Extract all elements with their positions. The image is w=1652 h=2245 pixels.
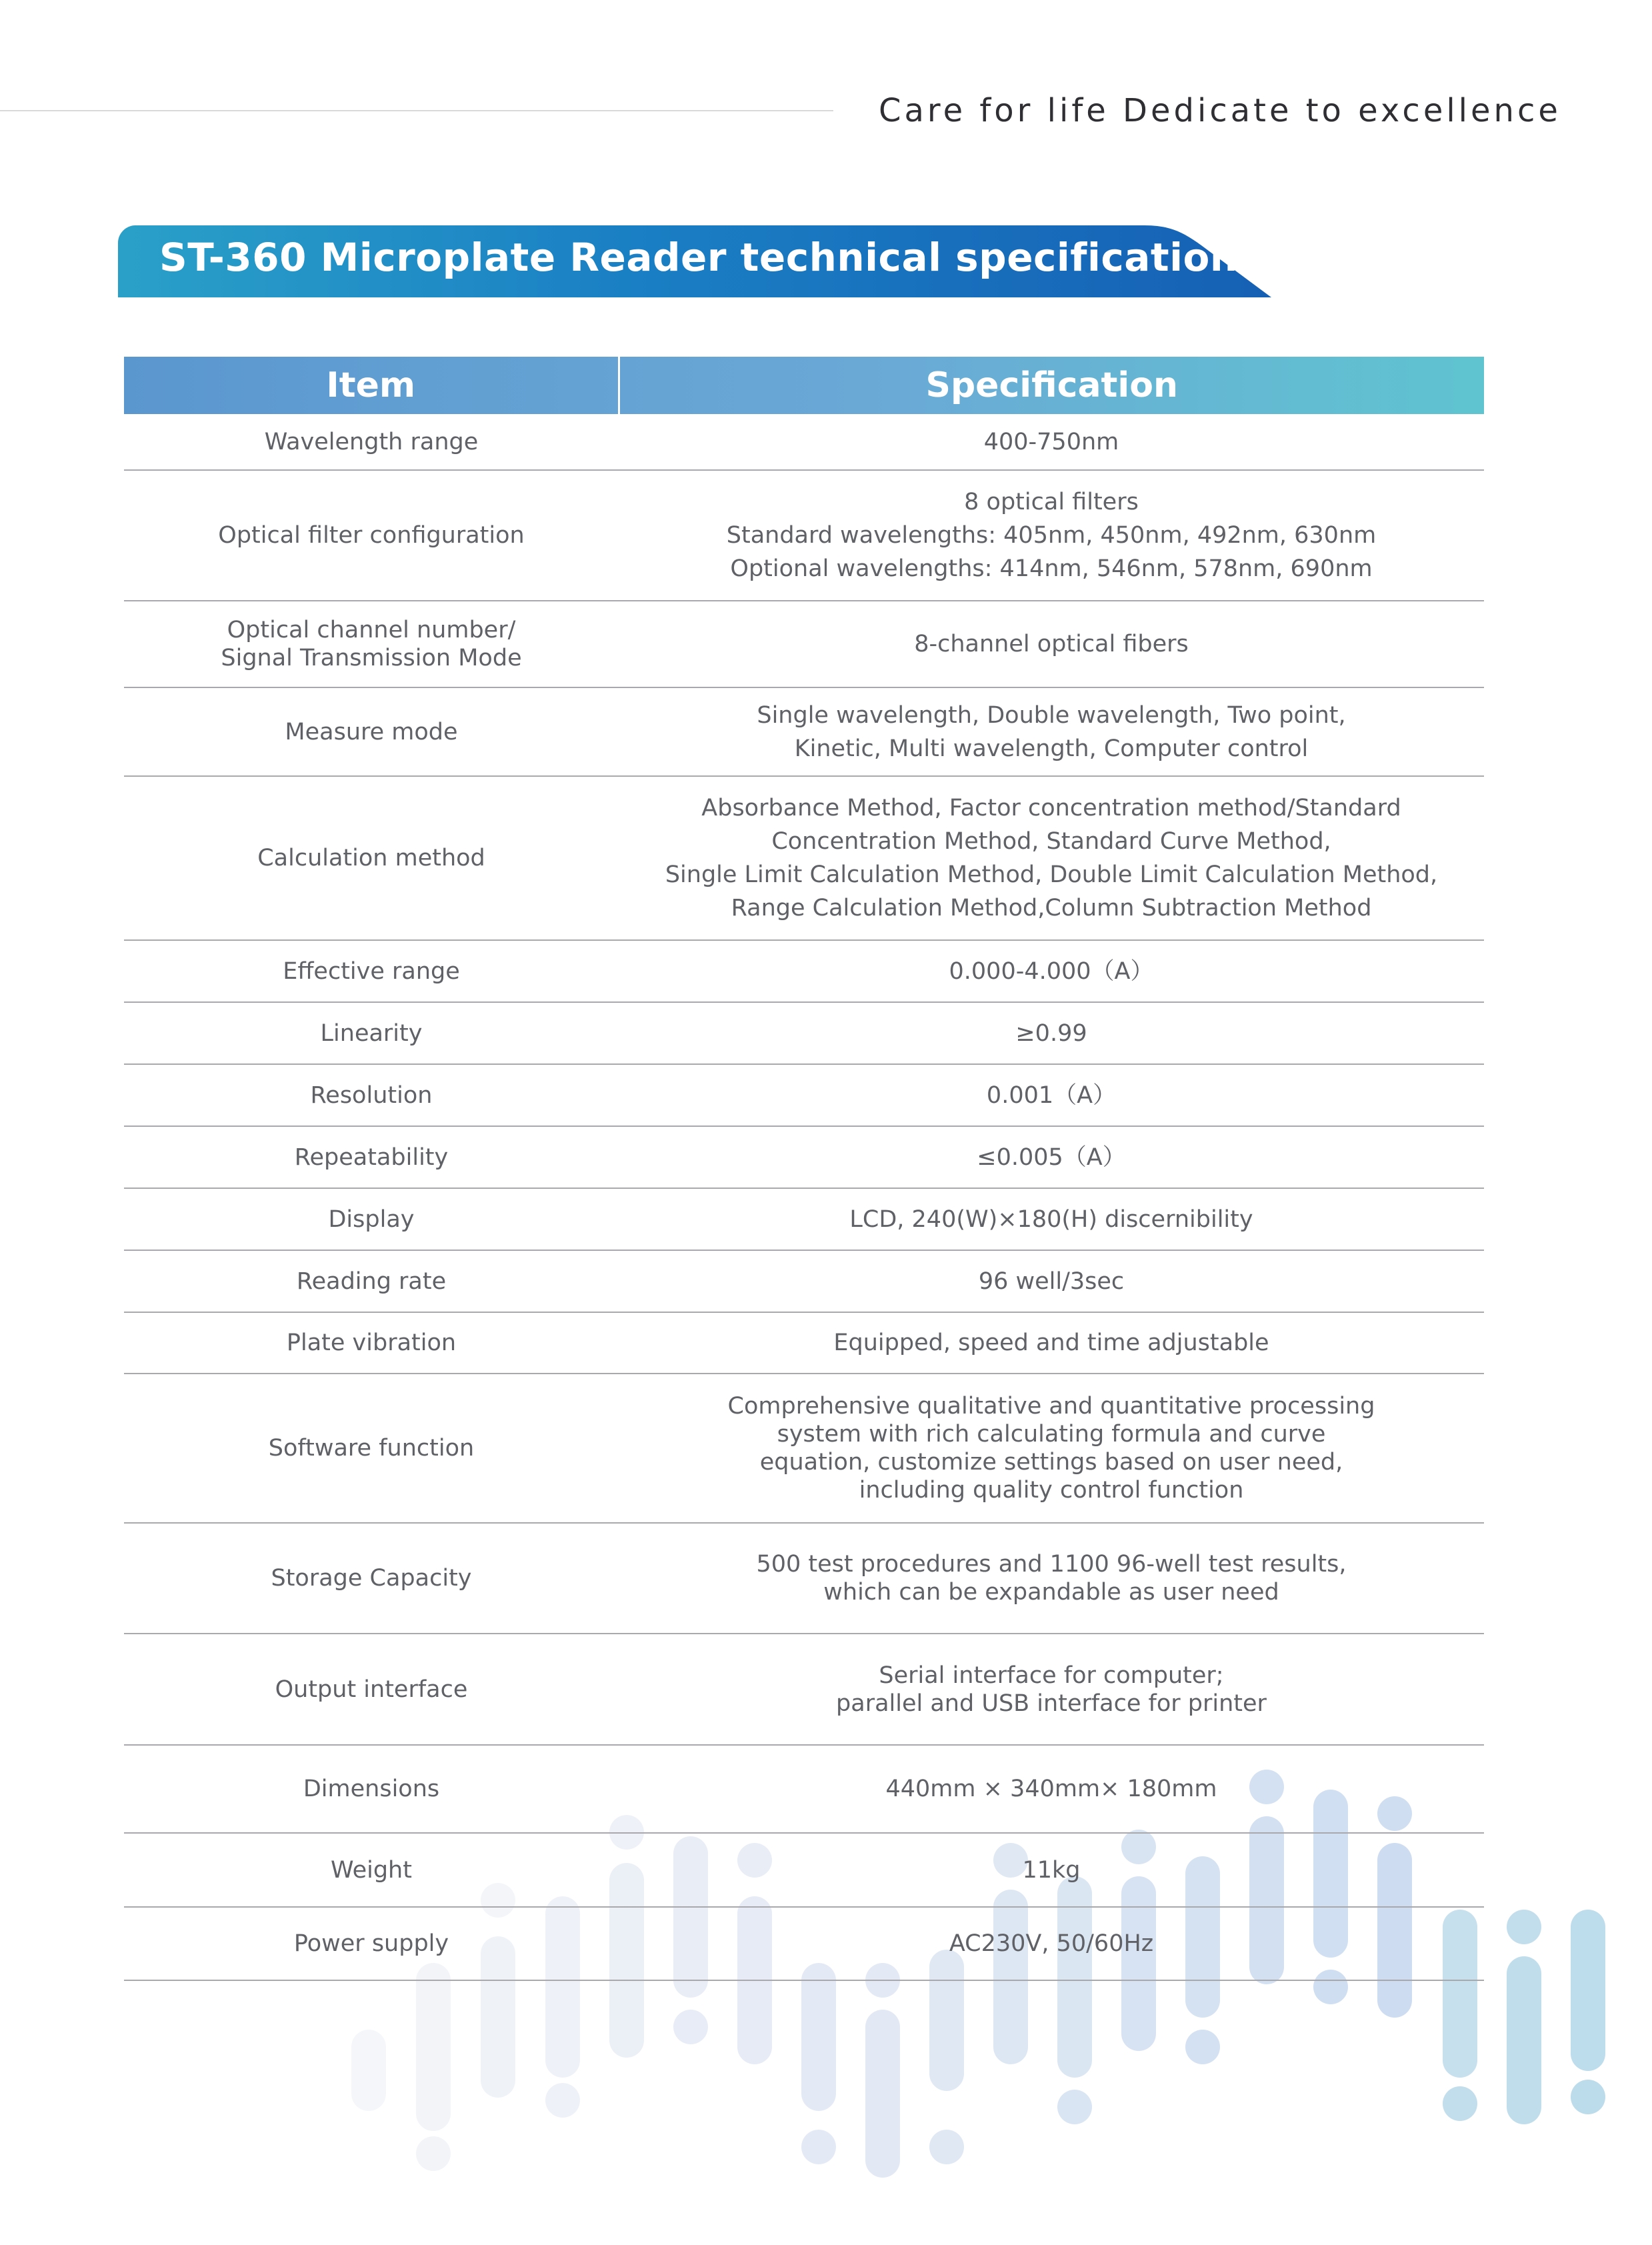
item-cell: Software function bbox=[124, 1374, 619, 1523]
table-row bbox=[124, 1833, 1484, 1907]
header-tagline: Care for life Dedicate to excellence bbox=[879, 92, 1561, 129]
spec-cell: 96 well/3sec bbox=[619, 1250, 1484, 1312]
spec-cell: 11kg bbox=[619, 1833, 1484, 1907]
spec-cell: ≤0.005（A） bbox=[619, 1126, 1484, 1188]
spec-cell: ≥0.99 bbox=[619, 1002, 1484, 1064]
spec-cell: 0.001（A） bbox=[619, 1064, 1484, 1126]
item-cell: Resolution bbox=[124, 1064, 619, 1126]
spec-cell: 500 test procedures and 1100 96-well test results, which can be expandable as user need bbox=[619, 1523, 1484, 1634]
spec-cell: LCD, 240(W)×180(H) discernibility bbox=[619, 1188, 1484, 1250]
title-banner bbox=[118, 225, 1271, 297]
table-row bbox=[124, 601, 1484, 687]
table-row bbox=[124, 1745, 1484, 1833]
table-row bbox=[124, 1312, 1484, 1374]
item-cell: Wavelength range bbox=[124, 414, 619, 470]
item-cell: Storage Capacity bbox=[124, 1523, 619, 1634]
item-cell: Effective range bbox=[124, 940, 619, 1002]
table-row bbox=[124, 940, 1484, 1002]
table-row bbox=[124, 1250, 1484, 1312]
item-cell: Reading rate bbox=[124, 1250, 619, 1312]
table-row bbox=[124, 1523, 1484, 1634]
item-cell: Repeatability bbox=[124, 1126, 619, 1188]
table-row bbox=[124, 1002, 1484, 1064]
table-row bbox=[124, 1188, 1484, 1250]
header-rule bbox=[0, 110, 833, 111]
spec-cell: 8 optical filters Standard wavelengths: 405nm, 450nm, 492nm, 630nm Optional wavelengths: 414nm, 546nm, 578nm, 690nm bbox=[619, 470, 1484, 601]
table-row bbox=[124, 687, 1484, 776]
table-row bbox=[124, 470, 1484, 601]
item-cell: Plate vibration bbox=[124, 1312, 619, 1374]
item-cell: Dimensions bbox=[124, 1745, 619, 1833]
table-row bbox=[124, 1634, 1484, 1745]
item-cell: Calculation method bbox=[124, 776, 619, 940]
column-header-specification: Specification bbox=[925, 365, 1178, 405]
item-cell: Output interface bbox=[124, 1634, 619, 1745]
item-cell: Weight bbox=[124, 1833, 619, 1907]
spec-cell: 0.000-4.000（A） bbox=[619, 940, 1484, 1002]
table-header-row bbox=[124, 357, 1484, 414]
table-row bbox=[124, 776, 1484, 940]
item-cell: Measure mode bbox=[124, 687, 619, 776]
spec-cell: Serial interface for computer; parallel and USB interface for printer bbox=[619, 1634, 1484, 1745]
item-cell: Optical filter configuration bbox=[124, 470, 619, 601]
spec-cell: 440mm × 340mm× 180mm bbox=[619, 1745, 1484, 1833]
spec-cell: AC230V, 50/60Hz bbox=[619, 1907, 1484, 1980]
spec-cell: Equipped, speed and time adjustable bbox=[619, 1312, 1484, 1374]
spec-cell: Comprehensive qualitative and quantitative processing system with rich calculating formula and curve equation, customize settings based on user need, including quality control function bbox=[619, 1374, 1484, 1523]
spec-cell: Absorbance Method, Factor concentration method/Standard Concentration Method, Standard Curve Method, Single Limit Calculation Method, Double Limit Calculation Method, Range Calculation Method,Column Subtraction Method bbox=[619, 776, 1484, 940]
banner-title: ST-360 Microplate Reader technical specification bbox=[159, 235, 1238, 280]
item-cell: Linearity bbox=[124, 1002, 619, 1064]
table-row bbox=[124, 1907, 1484, 1980]
item-cell: Display bbox=[124, 1188, 619, 1250]
table-row bbox=[124, 1126, 1484, 1188]
spec-table bbox=[124, 357, 1484, 1981]
item-cell: Optical channel number/ Signal Transmission Mode bbox=[124, 601, 619, 687]
item-cell: Power supply bbox=[124, 1907, 619, 1980]
table-row bbox=[124, 1064, 1484, 1126]
spec-cell: Single wavelength, Double wavelength, Two point, Kinetic, Multi wavelength, Computer control bbox=[619, 687, 1484, 776]
table-row bbox=[124, 414, 1484, 470]
spec-cell: 8-channel optical fibers bbox=[619, 601, 1484, 687]
spec-cell: 400-750nm bbox=[619, 414, 1484, 470]
column-header-item: Item bbox=[124, 357, 619, 414]
table-row bbox=[124, 1374, 1484, 1523]
